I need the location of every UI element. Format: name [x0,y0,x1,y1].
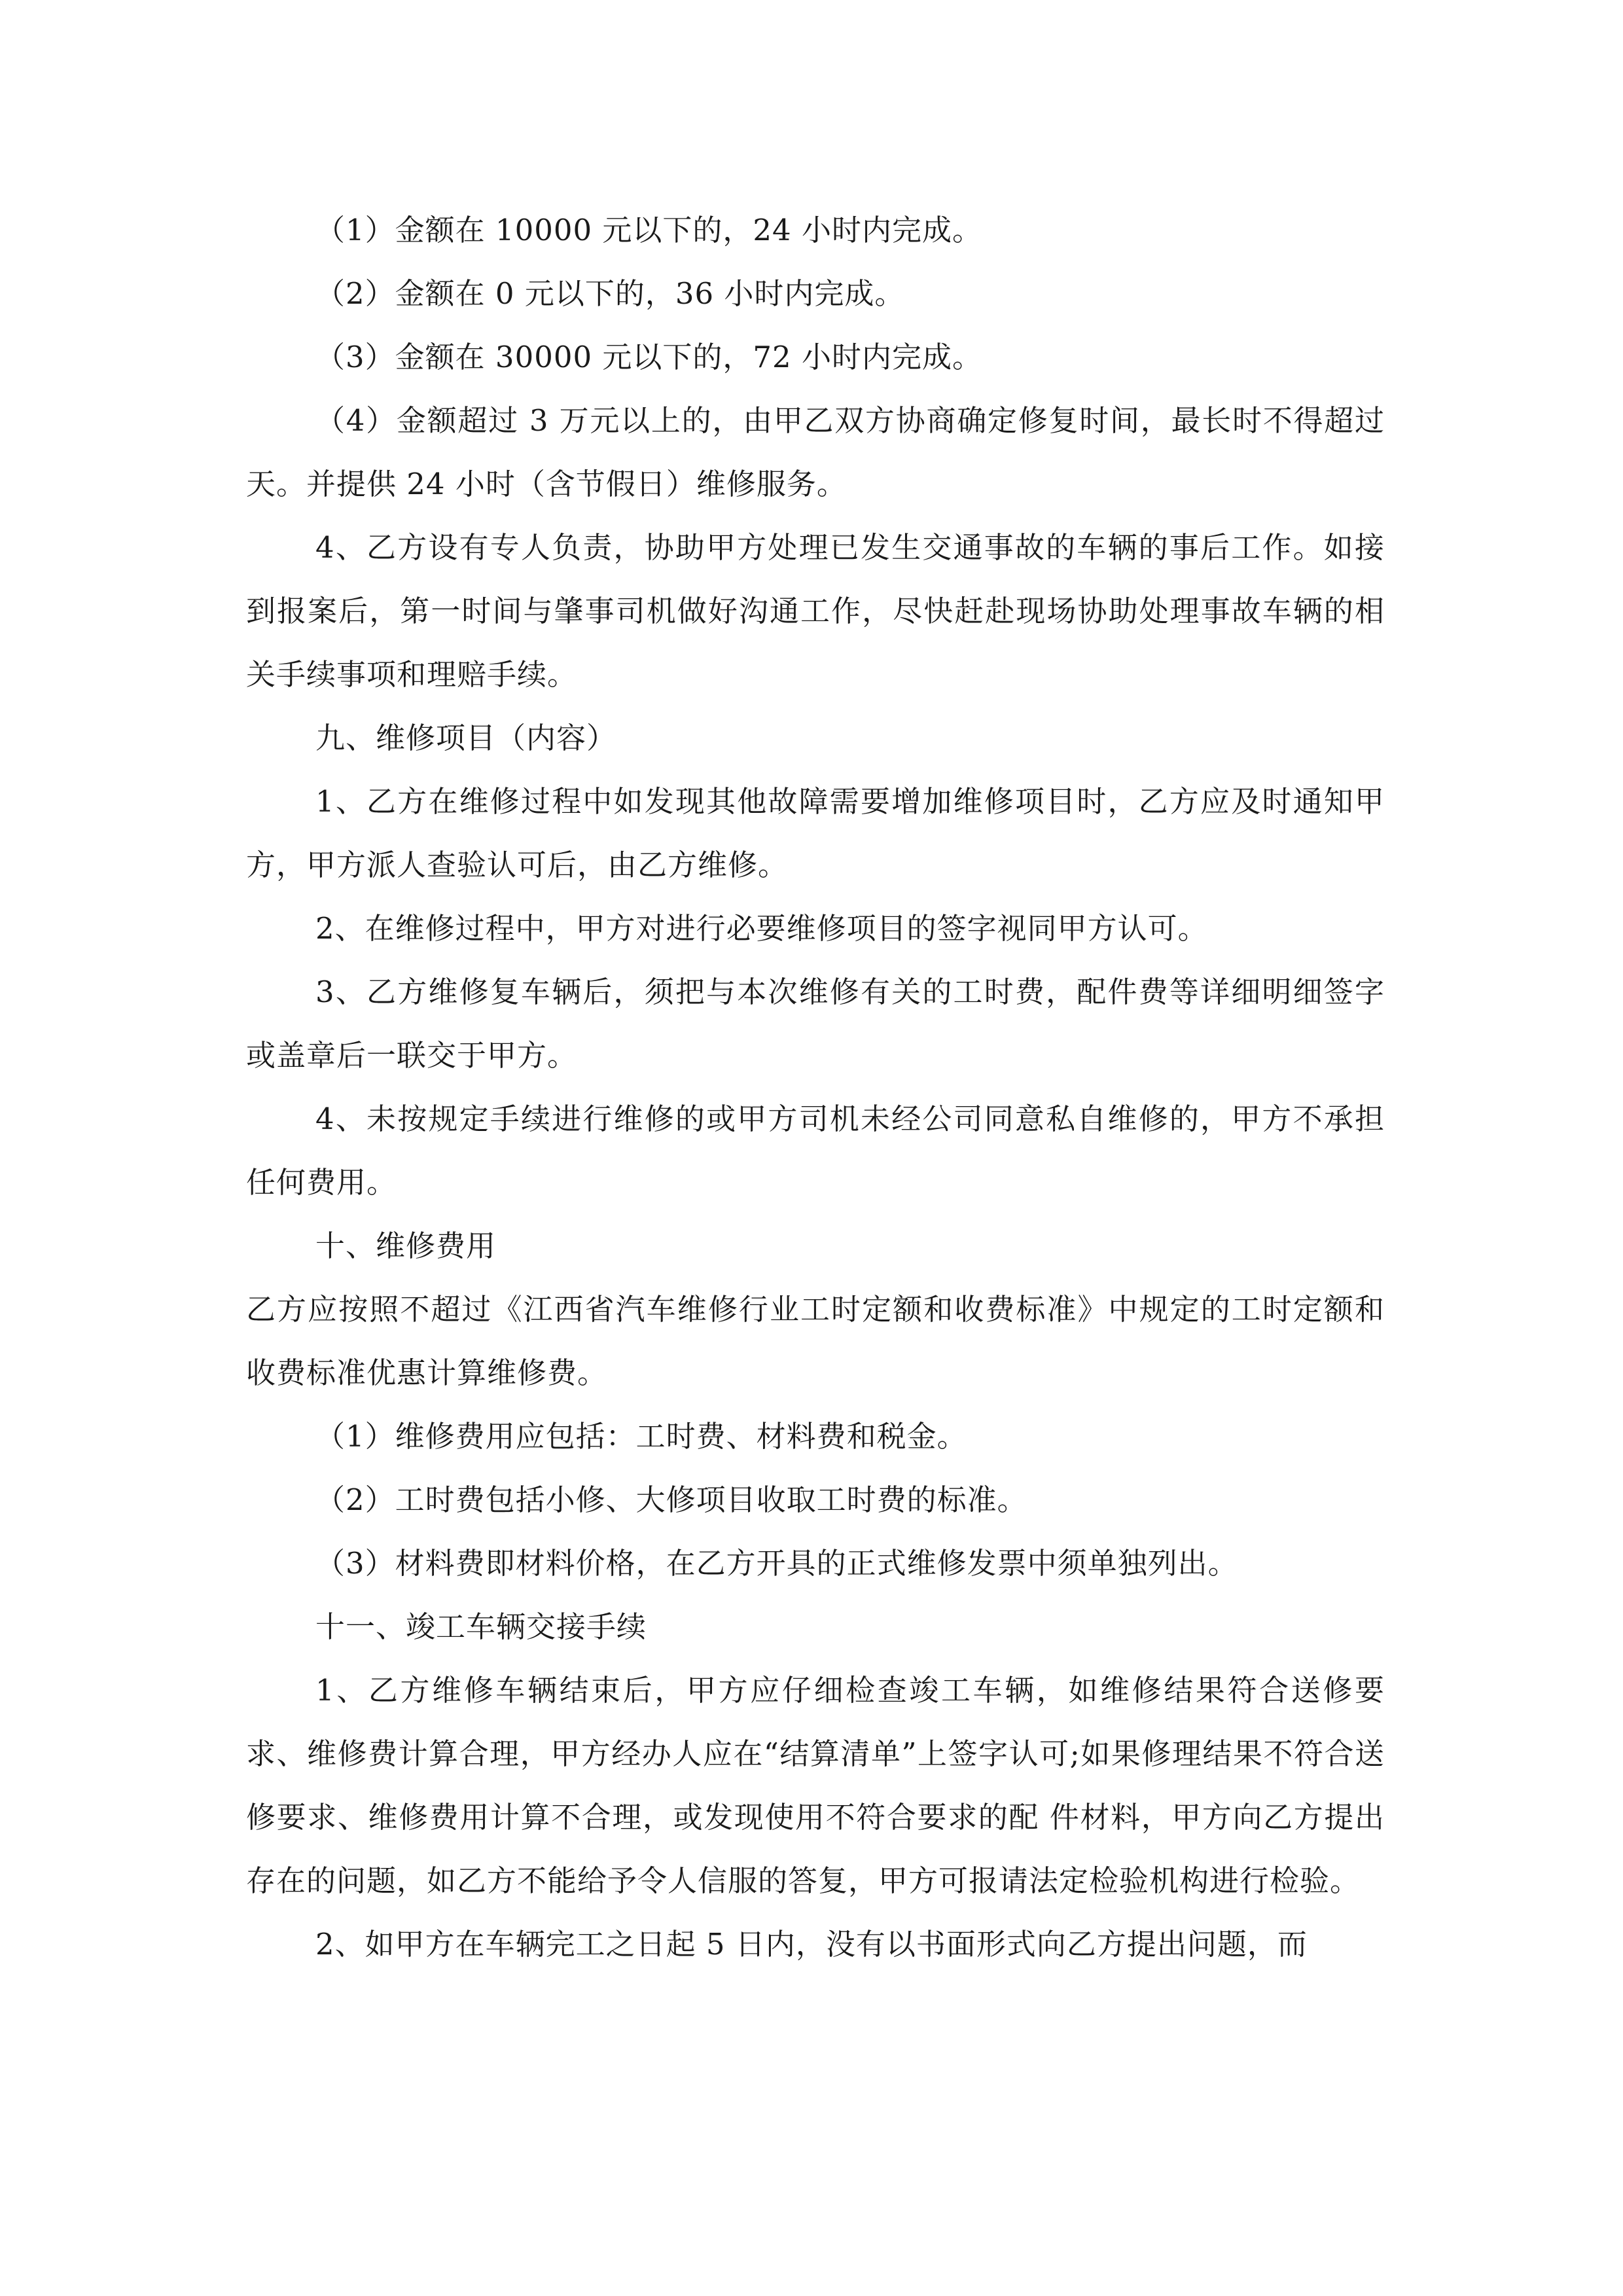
paragraph-labor-fee: （2）工时费包括小修、大修项目收取工时费的标准。 [315,1482,1027,1517]
paragraph-amount-10000: （1）金额在 10000 元以下的，24 小时内完成。 [315,213,982,247]
paragraph-amount-over-30000: （4）金额超过 3 万元以上的，由甲乙双方协商确定修复时间，最长时不得超过天。并提供 24 小时（含节假日）维修服务。 [246,403,1385,501]
paragraph-cost-standard: 乙方应按照不超过《江西省汽车维修行业工时定额和收费标准》中规定的工时定额和收费标准优惠计算维修费。 [246,1292,1385,1390]
paragraph-amount-30000: （3）金额在 30000 元以下的，72 小时内完成。 [315,340,982,374]
paragraph-accident-handling: 4、乙方设有专人负责，协助甲方处理已发生交通事故的车辆的事后工作。如接到报案后，第一时间与肇事司机做好沟通工作，尽快赶赴现场协助处理事故车辆的相关手续事项和理赔手续。 [246,530,1385,692]
paragraph-inspection: 1、乙方维修车辆结束后，甲方应仔细检查竣工车辆，如维修结果符合送修要求、维修费计算合理，甲方经办人应在“结算清单”上签字认可;如果修理结果不符合送修要求、维修费用计算不合理，或发现使用不符合要求的配 件材料，甲方向乙方提出存在的问题，如乙方不能给予令人信服的答复，甲方可报请法定检验机构进行检验。 [246,1673,1385,1898]
section-heading-handover: 十一、竣工车辆交接手续 [315,1609,647,1644]
section-heading-repair-items: 九、维修项目（内容） [315,721,617,755]
section-heading-repair-costs: 十、维修费用 [315,1229,497,1263]
document-body [246,198,1385,1976]
paragraph-cost-components: （1）维修费用应包括：工时费、材料费和税金。 [315,1419,967,1454]
paragraph-extra-repair-items: 1、乙方在维修过程中如发现其他故障需要增加维修项目时，乙方应及时通知甲方，甲方派人查验认可后，由乙方维修。 [246,784,1385,882]
paragraph-material-fee: （3）材料费即材料价格，在乙方开具的正式维修发票中须单独列出。 [315,1546,1238,1581]
paragraph-signature-approval: 2、在维修过程中，甲方对进行必要维修项目的签字视同甲方认可。 [315,911,1208,946]
paragraph-five-days: 2、如甲方在车辆完工之日起 5 日内，没有以书面形式向乙方提出问题，而 [315,1927,1308,1962]
paragraph-amount-0: （2）金额在 0 元以下的，36 小时内完成。 [315,276,905,311]
paragraph-unauthorized-repair: 4、未按规定手续进行维修的或甲方司机未经公司同意私自维修的，甲方不承担任何费用。 [246,1102,1385,1200]
paragraph-cost-details: 3、乙方维修复车辆后，须把与本次维修有关的工时费，配件费等详细明细签字或盖章后一联交于甲方。 [246,975,1385,1073]
